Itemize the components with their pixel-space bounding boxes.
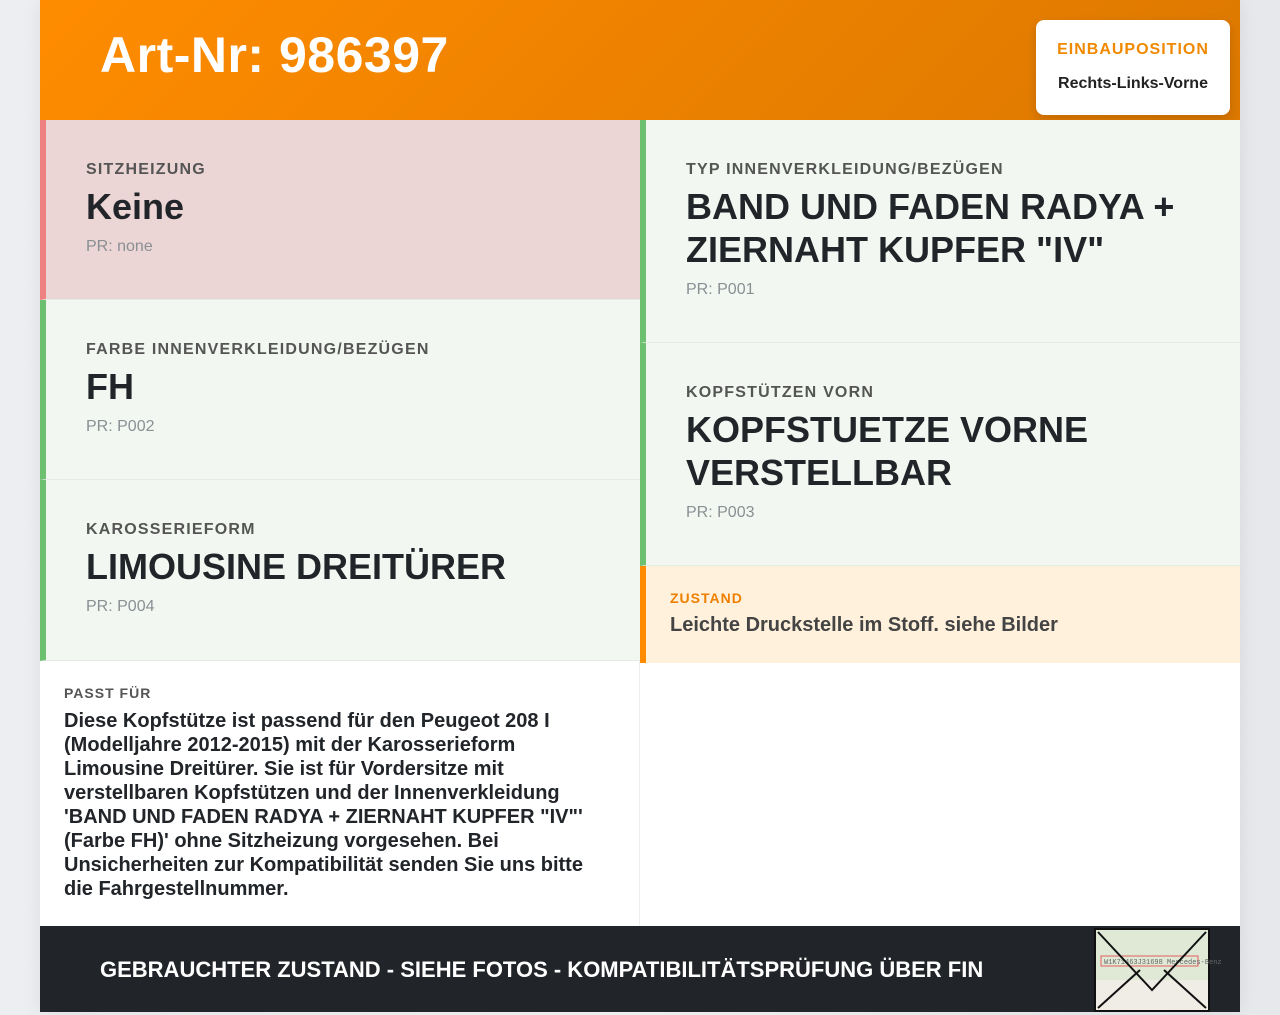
position-label: EINBAUPOSITION bbox=[1057, 41, 1209, 58]
cell-value: Keine bbox=[86, 186, 185, 227]
cell-pr: PR: P003 bbox=[686, 504, 755, 521]
cell-label: KAROSSERIEFORM bbox=[86, 521, 256, 538]
vin-envelope-image bbox=[1094, 928, 1222, 1012]
cell-pr: PR: none bbox=[86, 238, 153, 255]
cell-pr: PR: P004 bbox=[86, 598, 155, 615]
color-cell bbox=[40, 300, 640, 480]
product-card bbox=[40, 0, 1240, 1012]
body-style-cell bbox=[40, 480, 640, 661]
condition-label: ZUSTAND bbox=[670, 590, 743, 606]
cell-value: KOPFSTUETZE VORNE VERSTELLBAR bbox=[686, 409, 1089, 493]
footer-banner bbox=[40, 926, 1240, 1012]
fits-for-text: Diese Kopfstütze ist passend für den Peugeot 208 I (Modelljahre 2012-2015) mit der Karosserieform Limousine Dreitürer. Sie ist für Vordersitze mit verstellbaren Kopfstützen und der Innenverkleidung 'BAND UND FADEN RADYA + ZIERNAHT KUPFER "IV"' (Farbe FH)' ohne Sitzheizung vorgesehen. Bei Unsicherheiten zur Kompatibilität senden Sie uns bitte die Fahrgestellnummer. bbox=[64, 710, 583, 900]
position-value: Rechts-Links-Vorne bbox=[1058, 75, 1208, 92]
headrest-cell bbox=[640, 343, 1240, 566]
cell-label: SITZHEIZUNG bbox=[86, 161, 206, 178]
mounting-position-badge bbox=[1036, 20, 1230, 115]
upholstery-type-cell bbox=[640, 120, 1240, 343]
cell-pr: PR: P001 bbox=[686, 281, 755, 298]
seat-heating-cell bbox=[40, 120, 640, 300]
cell-label: FARBE INNENVERKLEIDUNG/BEZÜGEN bbox=[86, 341, 430, 358]
svg-text:W1K71463J31698 Mercedes-Benz: W1K71463J31698 Mercedes-Benz bbox=[1104, 959, 1222, 967]
cell-value: FH bbox=[86, 366, 134, 407]
cell-pr: PR: P002 bbox=[86, 418, 155, 435]
cell-value: LIMOUSINE DREITÜRER bbox=[86, 546, 507, 587]
cell-value: BAND UND FADEN RADYA + ZIERNAHT KUPFER "IV" bbox=[686, 186, 1175, 270]
cell-label: TYP INNENVERKLEIDUNG/BEZÜGEN bbox=[686, 161, 1004, 178]
cell-label: KOPFSTÜTZEN VORN bbox=[686, 384, 875, 401]
footer-text: GEBRAUCHTER ZUSTAND - SIEHE FOTOS - KOMPATIBILITÄTSPRÜFUNG ÜBER FIN bbox=[100, 957, 984, 982]
fits-for-section bbox=[40, 661, 640, 926]
article-number: Art-Nr: 986397 bbox=[100, 27, 449, 83]
envelope-icon bbox=[1096, 930, 1222, 1010]
condition-box bbox=[640, 566, 1240, 663]
fits-for-label: PASST FÜR bbox=[64, 685, 152, 701]
condition-text: Leichte Druckstelle im Stoff. siehe Bilder bbox=[670, 614, 1058, 636]
header bbox=[40, 0, 1240, 120]
